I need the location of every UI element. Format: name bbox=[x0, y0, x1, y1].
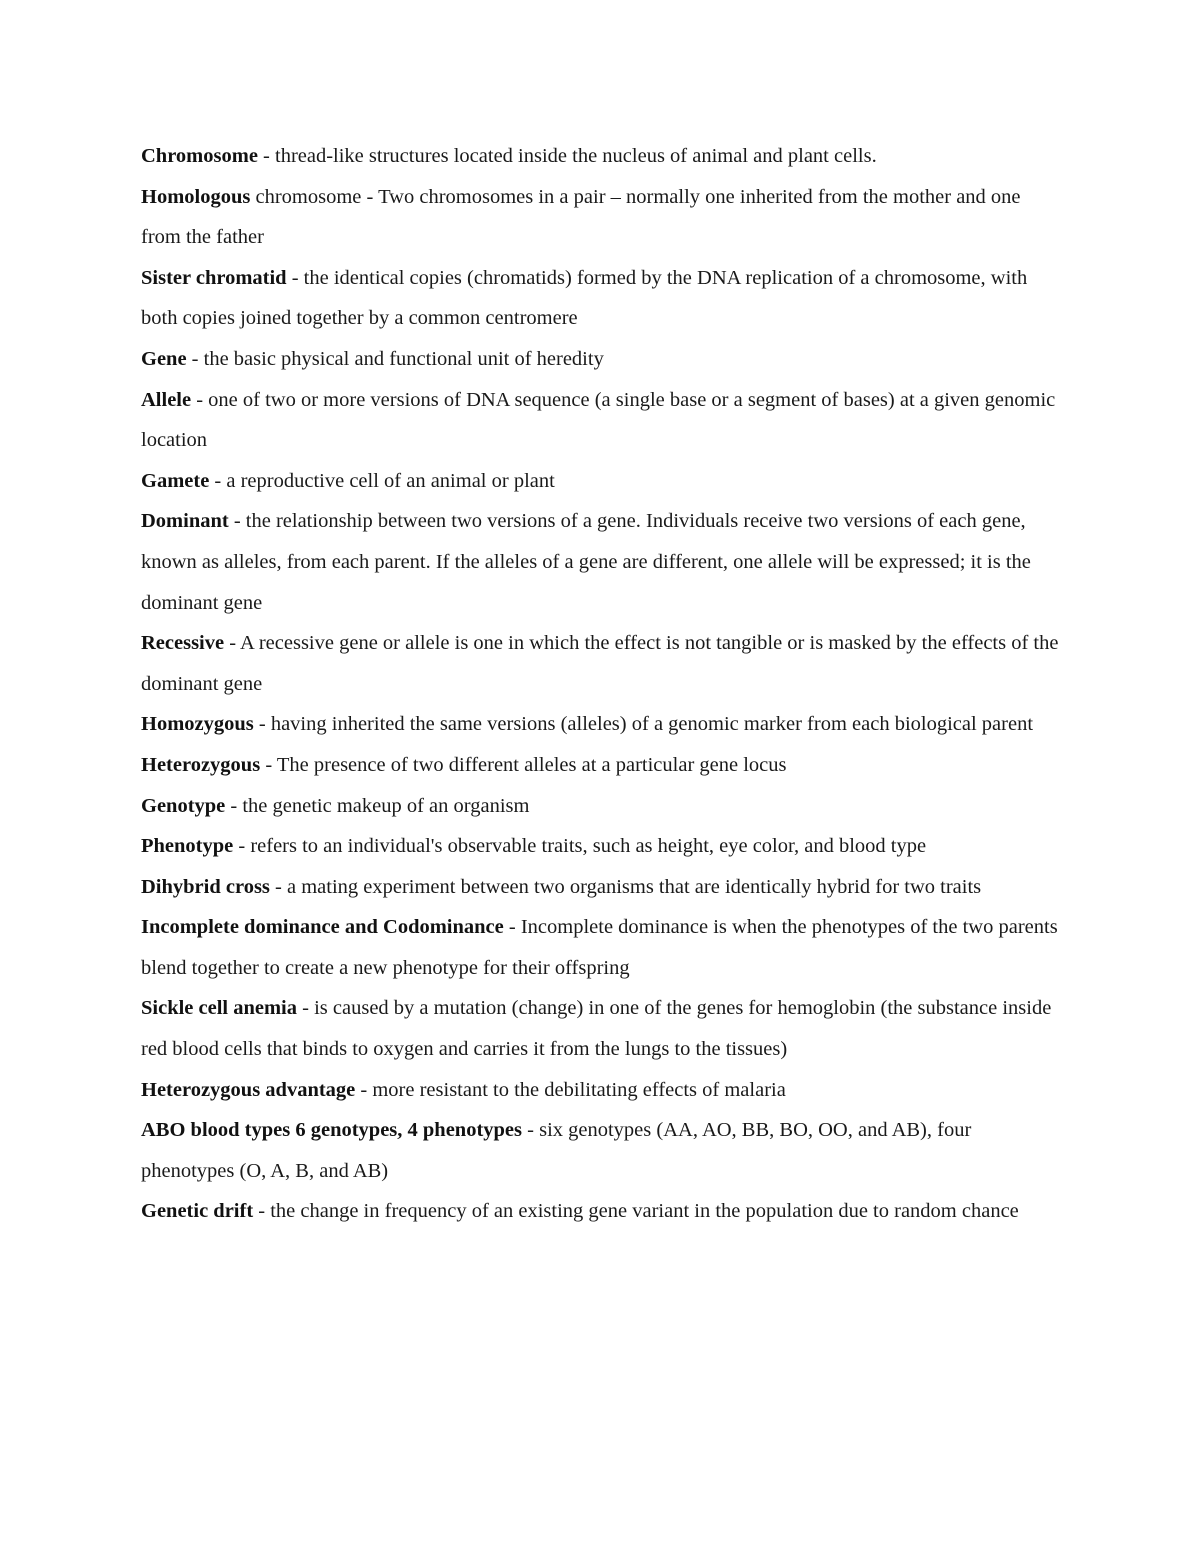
glossary-definition: - having inherited the same versions (alleles) of a genomic marker from each biological parent bbox=[253, 713, 1034, 736]
glossary-definition: - a reproductive cell of an animal or plant bbox=[209, 469, 555, 492]
glossary-definition: - is caused by a mutation (change) in one of the genes for hemoglobin (the substance inside red blood cells that binds to oxygen and carries it from the lungs to the tissues) bbox=[141, 997, 1052, 1061]
glossary-definition: - more resistant to the debilitating effects of malaria bbox=[355, 1078, 786, 1101]
glossary-term: Recessive bbox=[141, 632, 225, 655]
glossary-entry-phenotype bbox=[141, 826, 1061, 867]
glossary-term: Phenotype bbox=[141, 835, 234, 858]
glossary-term: Sister chromatid bbox=[141, 266, 287, 289]
glossary-definition: - the basic physical and functional unit of heredity bbox=[186, 347, 604, 370]
glossary-term: Gene bbox=[141, 347, 187, 370]
glossary-definition: - a mating experiment between two organisms that are identically hybrid for two traits bbox=[269, 875, 982, 898]
glossary-entry-homozygous bbox=[141, 704, 1061, 745]
glossary-entry-abo-blood-types bbox=[141, 1110, 1061, 1191]
glossary-term: Incomplete dominance and Codominance bbox=[141, 916, 504, 939]
glossary-term: Allele bbox=[141, 388, 192, 411]
glossary-term: ABO blood types 6 genotypes, 4 phenotypes bbox=[141, 1119, 523, 1142]
glossary-definition: - one of two or more versions of DNA sequence (a single base or a segment of bases) at a given genomic location bbox=[141, 388, 1056, 452]
glossary-term: Heterozygous advantage bbox=[141, 1078, 356, 1101]
glossary-term: Heterozygous bbox=[141, 753, 261, 776]
glossary-definition: - the relationship between two versions of a gene. Individuals receive two versions of each gene, known as alleles, from each parent. If the alleles of a gene are different, one allele will be expressed; it is the dominant gene bbox=[141, 510, 1031, 614]
glossary-entry-homologous bbox=[141, 177, 1061, 258]
glossary-list bbox=[141, 136, 1061, 1232]
glossary-entry-gamete bbox=[141, 461, 1061, 502]
glossary-definition: chromosome - Two chromosomes in a pair – normally one inherited from the mother and one from the father bbox=[141, 185, 1021, 249]
glossary-entry-recessive bbox=[141, 623, 1061, 704]
glossary-definition: - the identical copies (chromatids) formed by the DNA replication of a chromosome, with both copies joined together by a common centromere bbox=[141, 266, 1028, 330]
glossary-definition: - the change in frequency of an existing gene variant in the population due to random chance bbox=[253, 1200, 1019, 1223]
glossary-term: Sickle cell anemia bbox=[141, 997, 298, 1020]
glossary-entry-dominant bbox=[141, 501, 1061, 623]
glossary-definition: - six genotypes (AA, AO, BB, BO, OO, and AB), four phenotypes (O, A, B, and AB) bbox=[141, 1119, 972, 1182]
glossary-entry-heterozygous bbox=[141, 745, 1061, 786]
glossary-entry-heterozygous-advantage bbox=[141, 1070, 1061, 1111]
glossary-term: Genetic drift bbox=[141, 1200, 254, 1223]
glossary-entry-genotype bbox=[141, 786, 1061, 827]
glossary-term: Dihybrid cross bbox=[141, 875, 270, 898]
glossary-term: Homozygous bbox=[141, 713, 254, 736]
glossary-entry-gene bbox=[141, 339, 1061, 380]
glossary-term: Dominant bbox=[141, 510, 229, 533]
glossary-definition: - The presence of two different alleles at a particular gene locus bbox=[260, 753, 787, 776]
glossary-term: Chromosome bbox=[141, 145, 258, 167]
glossary-term: Gamete bbox=[141, 469, 210, 492]
glossary-entry-sickle-cell-anemia bbox=[141, 988, 1061, 1069]
glossary-definition: - thread-like structures located inside the nucleus of animal and plant cells. bbox=[257, 145, 877, 167]
glossary-entry-allele bbox=[141, 380, 1061, 461]
glossary-entry-sister-chromatid bbox=[141, 258, 1061, 339]
glossary-definition: - the genetic makeup of an organism bbox=[225, 794, 530, 817]
glossary-term: Homologous bbox=[141, 185, 251, 208]
glossary-definition: - A recessive gene or allele is one in which the effect is not tangible or is masked by the effects of the dominant gene bbox=[141, 632, 1059, 695]
glossary-entry-dihybrid-cross bbox=[141, 867, 1061, 908]
glossary-entry-genetic-drift bbox=[141, 1191, 1061, 1232]
glossary-entry-chromosome bbox=[141, 136, 1061, 177]
glossary-definition: - Incomplete dominance is when the phenotypes of the two parents blend together to create a new phenotype for their offspring bbox=[141, 916, 1058, 979]
glossary-definition: - refers to an individual's observable traits, such as height, eye color, and blood type bbox=[233, 835, 927, 858]
glossary-term: Genotype bbox=[141, 794, 226, 817]
glossary-entry-incomplete-dominance bbox=[141, 907, 1061, 988]
